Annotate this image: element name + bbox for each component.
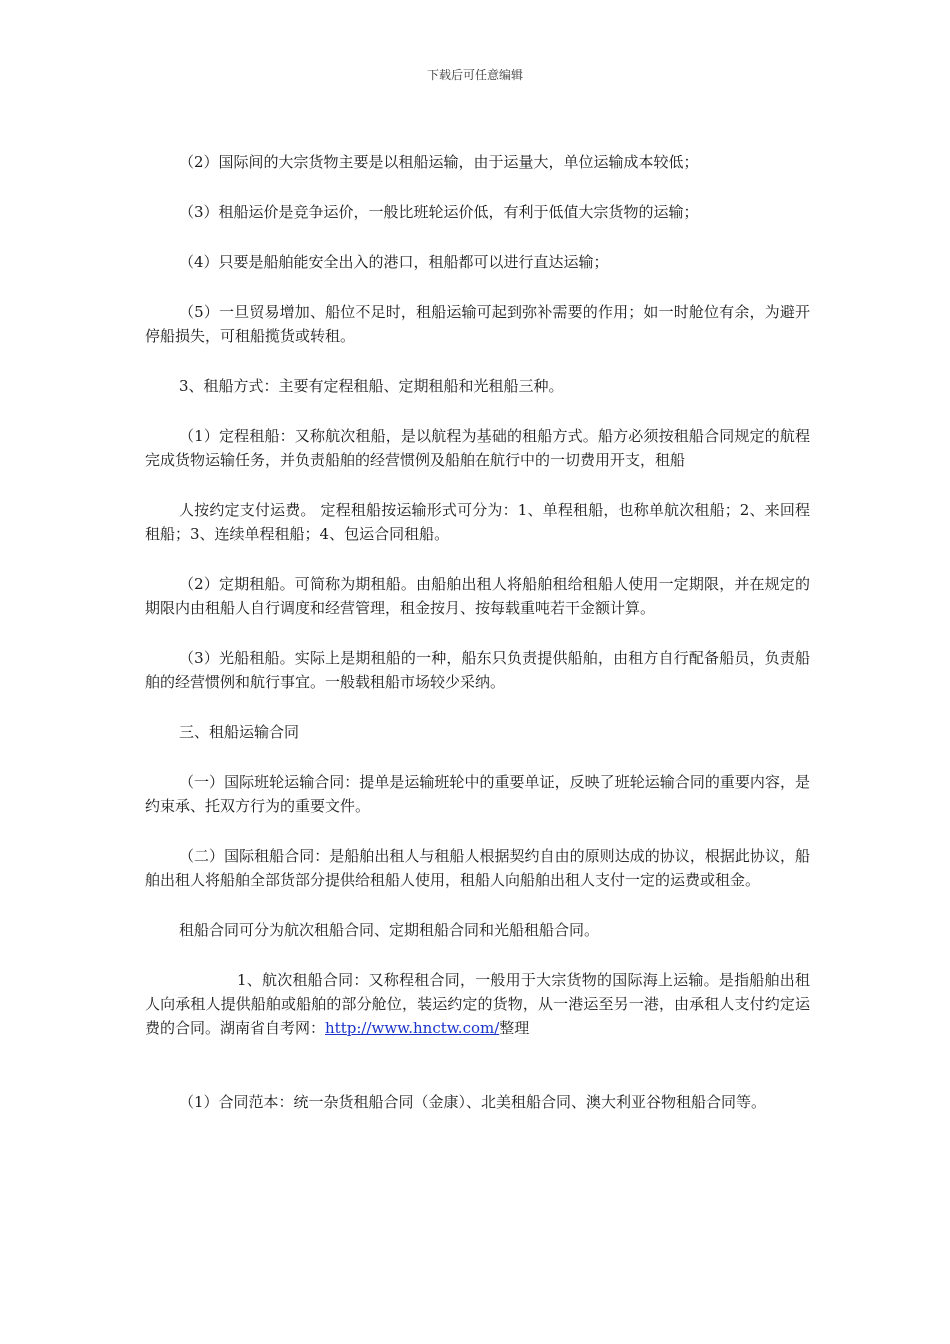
paragraph-contract-types: 租船合同可分为航次租船合同、定期租船合同和光船租船合同。 xyxy=(179,921,600,939)
paragraph-voyage-charter-forms: 人按约定支付运费。 定程租船按运输形式可分为：1、单程租船，也称单航次租船；2、来回程租船；3、连续单程租船；4、包运合同租船。 xyxy=(145,501,810,543)
paragraph-liner-contract: （一）国际班轮运输合同：提单是运输班轮中的重要单证，反映了班轮运输合同的重要内容，是约束承、托双方行为的重要文件。 xyxy=(145,773,810,815)
paragraph-contract-templates: （1）合同范本：统一杂货租船合同（金康）、北美租船合同、澳大利亚谷物租船合同等。 xyxy=(179,1093,767,1111)
paragraph-charter-methods: 3、租船方式：主要有定程租船、定期租船和光租船三种。 xyxy=(179,377,564,395)
page-header: 下载后可任意编辑 xyxy=(426,68,523,82)
paragraph-direct-transport: （4）只要是船舶能安全出入的港口，租船都可以进行直达运输； xyxy=(179,253,609,271)
voyage-contract-tail: 整理 xyxy=(499,1019,530,1037)
paragraph-voyage-cost: （2）国际间的大宗货物主要是以租船运输，由于运量大，单位运输成本较低； xyxy=(179,153,699,171)
paragraph-trade-increase: （5）一旦贸易增加、船位不足时，租船运输可起到弥补需要的作用；如一时舱位有余，为避开停船损失，可租船揽货或转租。 xyxy=(145,303,810,345)
paragraph-voyage-charter-contract xyxy=(145,968,810,1040)
voyage-contract-text: 1、航次租船合同：又称程租合同，一般用于大宗货物的国际海上运输。是指船舶出租人向承租人提供船舶或船舶的部分舱位，装运约定的货物，从一港运至另一港，由承租人支付约定运费的合同。湖南省自考网： xyxy=(145,971,810,1037)
document-body xyxy=(145,150,810,1140)
paragraph-charter-rate: （3）租船运价是竞争运价，一般比班轮运价低，有利于低值大宗货物的运输； xyxy=(179,203,699,221)
paragraph-time-charter: （2）定期租船。可简称为期租船。由船舶出租人将船舶租给租船人使用一定期限，并在规定的期限内由租船人自行调度和经营管理，租金按月、按每载重吨若干金额计算。 xyxy=(145,575,810,617)
section-heading-charter-contract: 三、租船运输合同 xyxy=(179,723,300,741)
paragraph-international-charter-contract: （二）国际租船合同：是船舶出租人与租船人根据契约自由的原则达成的协议，根据此协议，船舶出租人将船舶全部货部分提供给租船人使用，租船人向船舶出租人支付一定的运费或租金。 xyxy=(145,847,810,889)
source-website-link[interactable]: http://www.hnctw.com/ xyxy=(325,1019,500,1037)
paragraph-voyage-charter: （1）定程租船：又称航次租船，是以航程为基础的租船方式。船方必须按租船合同规定的航程完成货物运输任务，并负责船舶的经营惯例及船舶在航行中的一切费用开支，租船 xyxy=(145,427,810,469)
paragraph-bareboat-charter: （3）光船租船。实际上是期租船的一种，船东只负责提供船舶，由租方自行配备船员，负责船舶的经营惯例和航行事宜。一般载租船市场较少采纳。 xyxy=(145,649,810,691)
